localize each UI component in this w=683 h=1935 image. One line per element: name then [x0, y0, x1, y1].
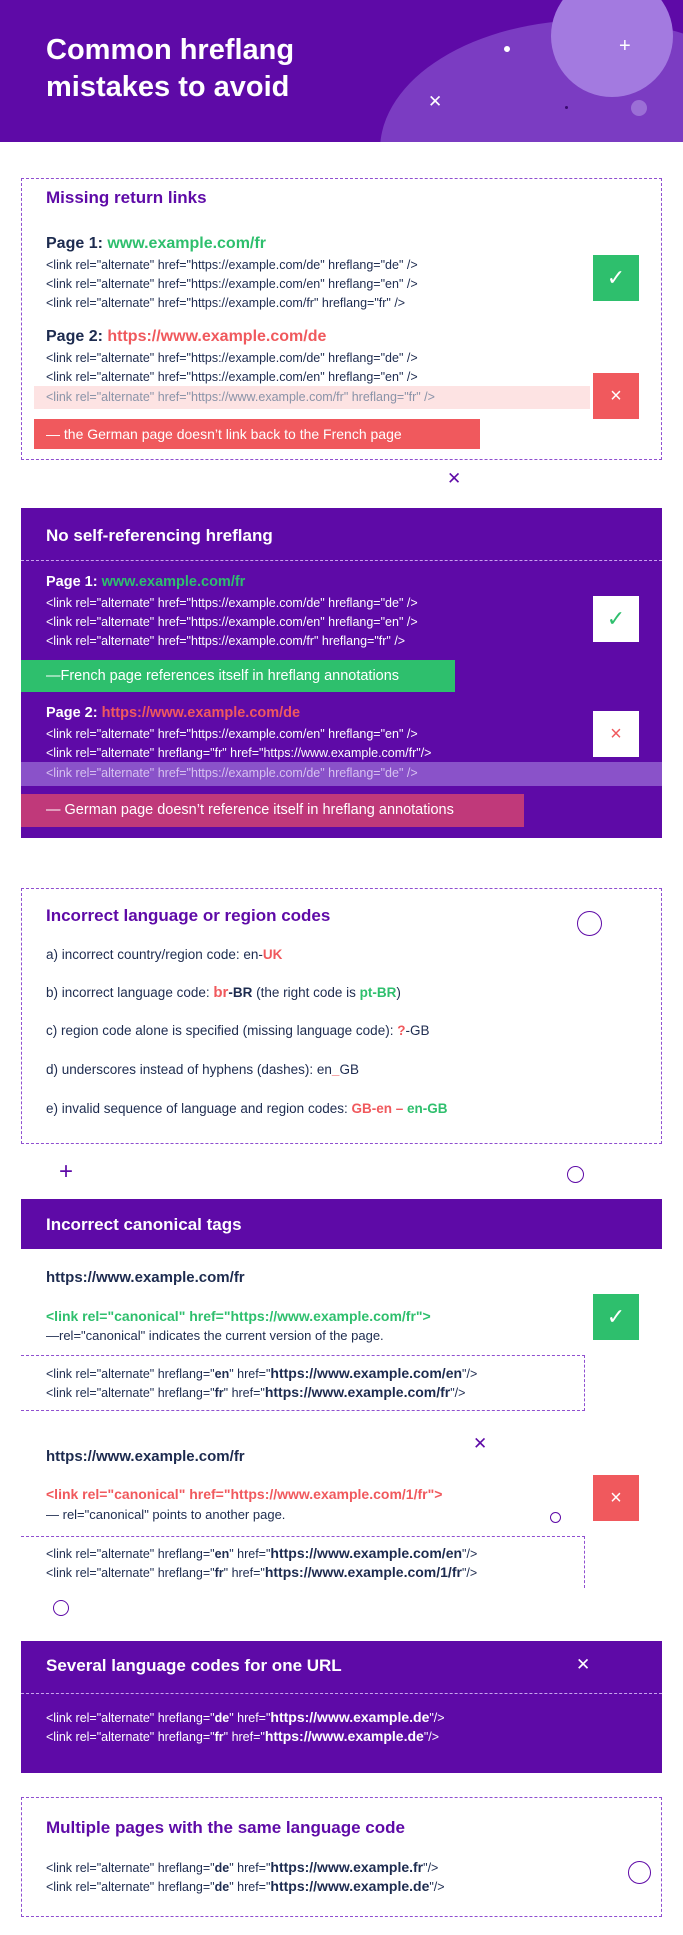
code-block [46, 349, 418, 387]
divider [21, 560, 662, 561]
code-line: <link rel="alternate" href="https://example.com/en" hreflang="en" /> [46, 277, 418, 291]
bad-code: _ [331, 1062, 340, 1077]
decorative-dot [504, 46, 510, 52]
page-title-line-1: Common hreflang [46, 34, 295, 66]
success-note: —French page references itself in hreflang annotations [21, 660, 455, 692]
page-2-heading [46, 328, 326, 346]
section-title: Incorrect language or region codes [46, 906, 331, 925]
check-icon: ✓ [593, 596, 639, 642]
page-url: https://www.example.com/de [107, 328, 327, 345]
section-missing-return-links [21, 178, 662, 460]
page-url: www.example.com/fr [107, 235, 266, 252]
section-title: Missing return links [46, 188, 207, 207]
code-line: <link rel="alternate" hreflang="fr" href="https://www.example.com/fr"/> [46, 1384, 466, 1400]
item-text: ) [396, 985, 401, 1000]
section-title: Incorrect canonical tags [46, 1215, 242, 1234]
divider [21, 1693, 662, 1694]
code-line: <link rel="alternate" href="https://example.com/fr" hreflang="fr" /> [46, 296, 406, 310]
x-mark-icon: ✕ [473, 1434, 488, 1453]
item-text: GB [339, 1062, 359, 1077]
item-b [46, 984, 401, 1002]
item-text: d) underscores instead of hyphens (dashes): en [46, 1062, 332, 1077]
decorative-ring [550, 1512, 561, 1523]
error-note: — German page doesn’t reference itself in hreflang annotations [21, 794, 524, 827]
decorative-dot [631, 100, 647, 116]
item-c [46, 1022, 429, 1040]
code-line-missing: <link rel="alternate" href="https://example.com/de" hreflang="de" /> [46, 766, 418, 780]
good-code: en-GB [407, 1101, 448, 1116]
section-title: Multiple pages with the same language code [46, 1818, 405, 1837]
decorative-ring [628, 1861, 651, 1884]
item-text: e) invalid sequence of language and region codes: [46, 1101, 352, 1116]
bad-code: GB-en [351, 1101, 392, 1116]
section-title: Several language codes for one URL [46, 1656, 342, 1675]
item-e [46, 1100, 448, 1118]
cross-icon: × [593, 711, 639, 757]
bad-code: br [213, 984, 229, 1001]
page-title-line-2: mistakes to avoid [46, 71, 290, 103]
item-text: b) incorrect language code: [46, 985, 214, 1000]
page-url: www.example.com/fr [101, 574, 246, 590]
bad-code: ? [397, 1023, 406, 1038]
page-label: Page 2: [46, 705, 102, 721]
example-url: https://www.example.com/fr [46, 1448, 245, 1465]
code-line: <link rel="alternate" href="https://example.com/en" hreflang="en" /> [46, 727, 418, 741]
page-1-heading [46, 574, 245, 590]
page-2-heading [46, 705, 300, 721]
canonical-description: —rel="canonical" indicates the current version of the page. [46, 1328, 384, 1343]
code-line: <link rel="alternate" hreflang="de" href="https://www.example.de"/> [46, 1709, 445, 1725]
code-block [46, 256, 418, 313]
item-text: a) incorrect country/region code: en- [46, 947, 263, 962]
header-banner [0, 0, 683, 142]
item-text: (the right code is [252, 985, 360, 1000]
decorative-ring [577, 911, 602, 936]
code-line: <link rel="alternate" hreflang="fr" href="https://www.example.com/1/fr"/> [46, 1564, 478, 1580]
code-line-missing: <link rel="alternate" href="https://www.example.com/fr" hreflang="fr" /> [46, 390, 435, 404]
cross-icon: × [593, 1475, 639, 1521]
code-line: <link rel="alternate" href="https://example.com/de" hreflang="de" /> [46, 258, 418, 272]
bad-code: UK [262, 947, 283, 962]
section-multiple-pages-same-code [21, 1797, 662, 1917]
code-line: <link rel="alternate" href="https://example.com/fr" hreflang="fr" /> [46, 634, 406, 648]
code-block [46, 725, 431, 763]
page-label: Page 1: [46, 574, 102, 590]
good-code: pt-BR [359, 985, 397, 1000]
decorative-ring [567, 1166, 584, 1183]
code-line: <link rel="alternate" href="https://example.com/en" hreflang="en" /> [46, 370, 418, 384]
decorative-ring [53, 1600, 69, 1616]
x-mark-icon: ✕ [447, 469, 462, 488]
check-icon: ✓ [593, 1294, 639, 1340]
code-line: <link rel="alternate" hreflang="en" href="https://www.example.com/en"/> [46, 1365, 478, 1381]
x-mark-icon: ✕ [428, 92, 443, 111]
code-line: <link rel="alternate" hreflang="fr" href="https://www.example.de"/> [46, 1728, 440, 1744]
region-code: -BR [228, 985, 253, 1000]
code-block [46, 594, 418, 651]
plus-icon: + [619, 35, 631, 57]
section-title: No self-referencing hreflang [46, 526, 273, 545]
code-line: <link rel="alternate" href="https://example.com/de" hreflang="de" /> [46, 351, 418, 365]
item-d [46, 1061, 359, 1079]
x-mark-icon: ✕ [576, 1655, 591, 1674]
separator: – [391, 1101, 407, 1116]
item-text: c) region code alone is specified (missing language code): [46, 1023, 398, 1038]
page-label: Page 2: [46, 328, 108, 345]
code-line: <link rel="alternate" hreflang="de" href="https://www.example.fr"/> [46, 1859, 439, 1875]
example-url: https://www.example.com/fr [46, 1269, 245, 1286]
code-line: <link rel="alternate" href="https://example.com/de" hreflang="de" /> [46, 596, 418, 610]
plus-icon: + [59, 1158, 74, 1185]
code-line: <link rel="alternate" hreflang="de" href="https://www.example.de"/> [46, 1878, 445, 1894]
page-title [46, 32, 406, 106]
error-note: — the German page doesn’t link back to the French page [34, 419, 480, 449]
item-text: -GB [405, 1023, 430, 1038]
page-url: https://www.example.com/de [101, 705, 301, 721]
cross-icon: × [593, 373, 639, 419]
code-line: <link rel="alternate" hreflang="en" href="https://www.example.com/en"/> [46, 1545, 478, 1561]
code-line: <link rel="alternate" href="https://example.com/en" hreflang="en" /> [46, 615, 418, 629]
page-label: Page 1: [46, 235, 108, 252]
code-line: <link rel="alternate" hreflang="fr" href="https://www.example.com/fr"/> [46, 746, 432, 760]
canonical-description: — rel="canonical" points to another page. [46, 1507, 286, 1522]
canonical-tag: <link rel="canonical" href="https://www.example.com/1/fr"> [46, 1486, 443, 1502]
item-a [46, 946, 282, 964]
canonical-tag: <link rel="canonical" href="https://www.example.com/fr"> [46, 1308, 431, 1324]
decorative-dot [565, 106, 568, 109]
page-1-heading [46, 235, 266, 253]
check-icon: ✓ [593, 255, 639, 301]
